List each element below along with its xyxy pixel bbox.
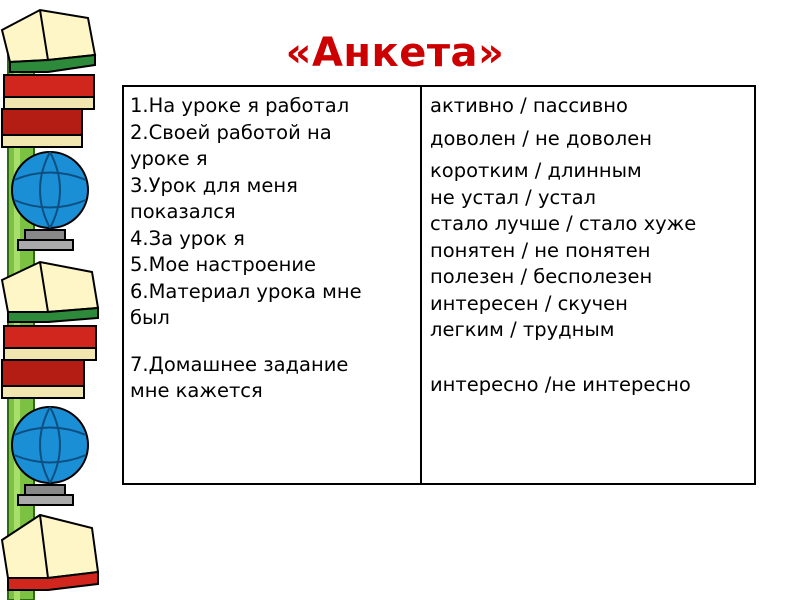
question-line: показался <box>130 200 236 223</box>
question-line: 5.Мое настроение <box>130 253 317 276</box>
open-book-icon <box>2 10 95 72</box>
question-line: 1.На уроке я работал <box>130 94 350 117</box>
question-line: 7.Домашнее задание <box>130 352 349 376</box>
answer-line: коротким / длинным <box>430 159 642 182</box>
question-line: мне кажется <box>130 379 263 402</box>
answer-line: интересен / скучен <box>430 291 628 315</box>
answer-line: легким / трудным <box>430 318 615 341</box>
decorative-border <box>0 0 110 600</box>
answer-line: интересно /не интересно <box>430 372 691 396</box>
answer-line: не устал / устал <box>430 185 596 209</box>
answers-cell <box>421 86 755 484</box>
question-line: 4.За урок я <box>130 226 245 250</box>
answer-line: полезен / бесполезен <box>430 265 653 288</box>
answer-line: стало лучше / стало хуже <box>430 212 697 235</box>
slide-title: «Анкета» <box>285 30 505 76</box>
question-line: 2.Своей работой на <box>130 120 332 144</box>
answer-line: понятен / не понятен <box>430 238 651 262</box>
question-line: 3.Урок для меня <box>130 173 298 197</box>
question-line: был <box>130 306 170 329</box>
table-row <box>123 86 755 484</box>
question-line: уроке я <box>130 147 208 170</box>
closed-book-icon <box>2 75 94 147</box>
survey-table <box>122 85 756 485</box>
answer-line: доволен / не доволен <box>430 126 653 150</box>
answer-line: активно / пассивно <box>430 94 628 117</box>
questions-cell <box>123 86 421 484</box>
question-line: 6.Материал урока мне <box>130 279 362 303</box>
closed-book-icon <box>2 326 96 398</box>
